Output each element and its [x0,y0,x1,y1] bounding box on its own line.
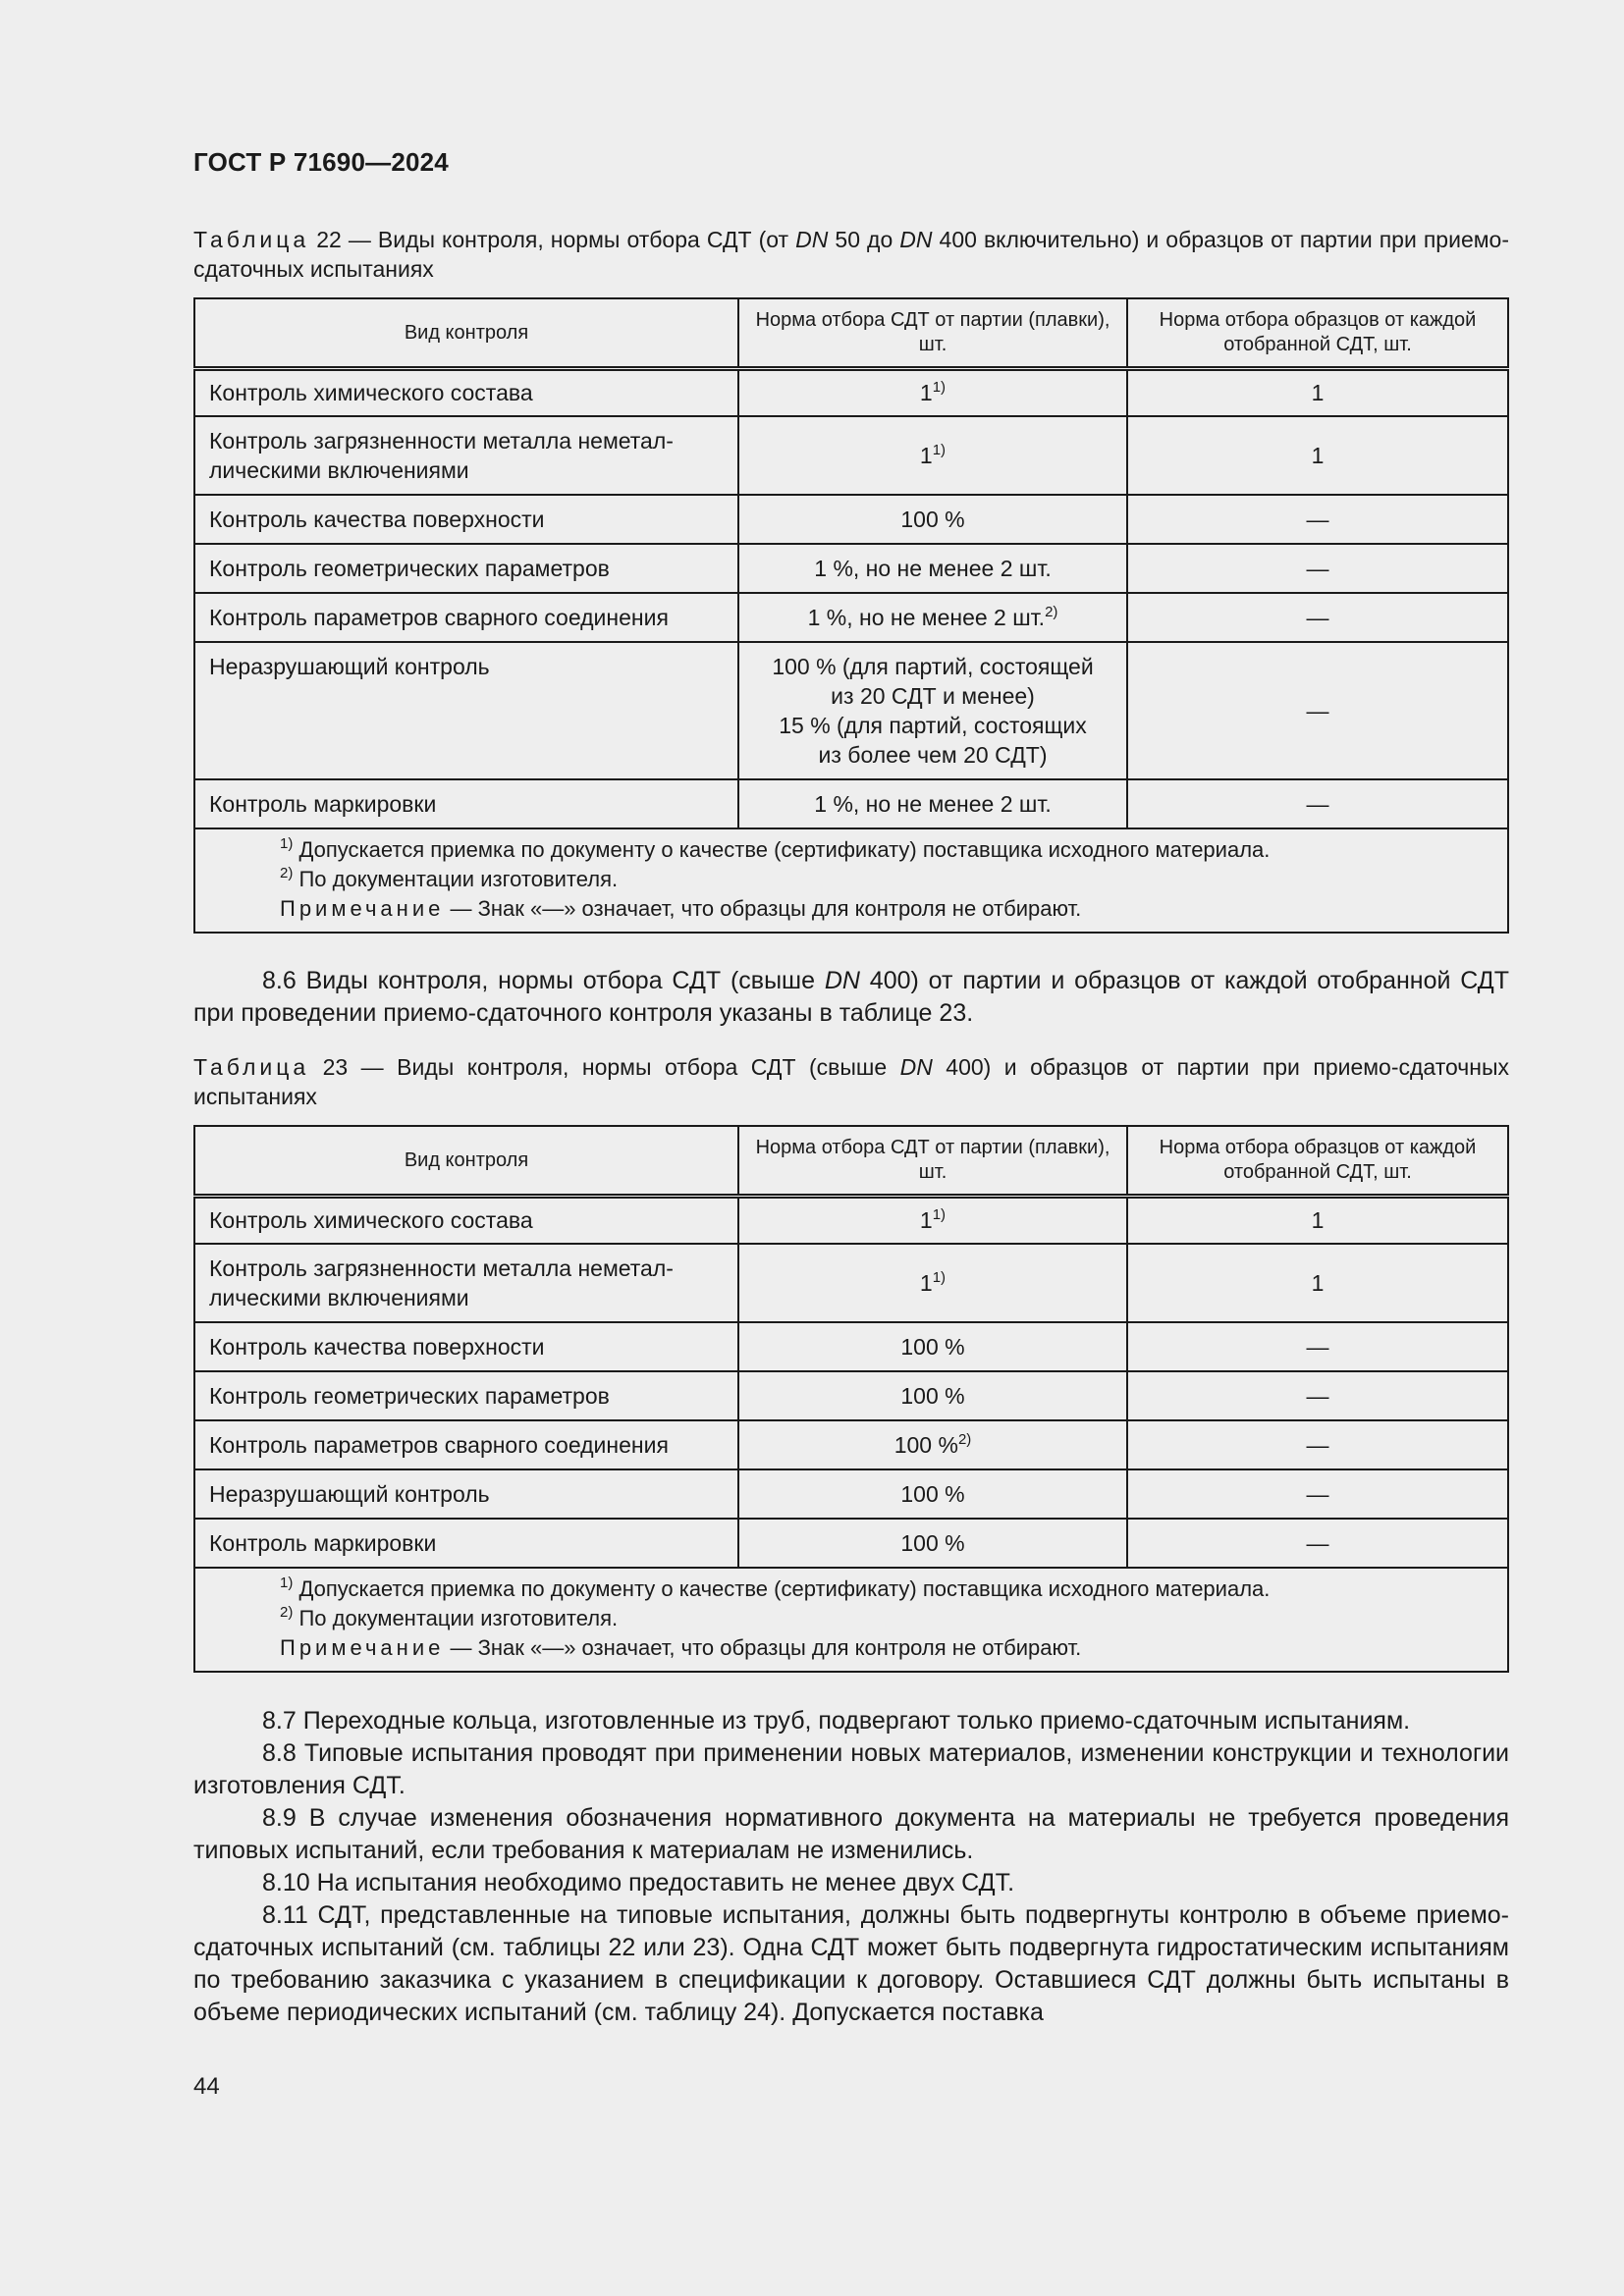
table-row [194,642,1508,779]
row-name: Контроль качества поверхности [194,495,738,544]
row-norm: 100 %$^{2)}$ [738,1420,1127,1469]
row-norm: 1 %, но не менее 2 шт. [738,779,1127,828]
footnote-1: $^{1)}$ Допускается приемка по документу о качестве (сертификату) поставщика исходного материала. [280,1574,1271,1601]
footnote-2: $^{2)}$ По документации изготовителя. [280,864,619,891]
row-name: Контроль загрязненности металла неметал- лическими включениями [194,1244,738,1322]
row-samples: — [1127,1420,1508,1469]
document-header: ГОСТ Р 71690—2024 [193,147,449,177]
row-norm: 100 % [738,1322,1127,1371]
caption-label: Таблица [193,1054,310,1080]
row-samples: — [1127,1519,1508,1568]
row-norm: 1 %, но не менее 2 шт. [738,544,1127,593]
column-header: Норма отбора образцов от каждой отобранной СДТ, шт. [1127,298,1508,369]
row-name: Контроль загрязненности металла неметал- лическими включениями [194,416,738,495]
row-norm: 100 % [738,1519,1127,1568]
table-header-row [194,298,1508,369]
table-footnotes [194,1568,1508,1672]
row-name: Контроль маркировки [194,1519,738,1568]
footnote-1: $^{1)}$ Допускается приемка по документу о качестве (сертификату) поставщика исходного материала. [280,834,1271,862]
row-name: Контроль качества поверхности [194,1322,738,1371]
table-row [194,1244,1508,1322]
table-note: Примечание — Знак «—» означает, что образцы для контроля не отбирают. [280,1634,1082,1660]
row-norm: 100 % [738,1469,1127,1519]
row-norm: 1$^{1)}$ [738,416,1127,495]
table-header-row [194,1126,1508,1197]
table-note: Примечание — Знак «—» означает, что образцы для контроля не отбирают. [280,895,1082,921]
row-name: Контроль параметров сварного соединения [194,1420,738,1469]
row-samples: 1 [1127,369,1508,416]
row-norm: 1$^{1)}$ [738,369,1127,416]
column-header: Норма отбора СДТ от партии (плавки), шт. [738,298,1127,369]
row-norm: 1$^{1)}$ [738,1197,1127,1244]
table-footnotes-row [194,1568,1508,1672]
row-name: Контроль химического состава [194,369,738,416]
row-name: Контроль химического состава [194,1197,738,1244]
caption-label: Таблица [193,227,310,252]
column-header: Вид контроля [194,298,738,369]
table-row [194,779,1508,828]
row-name: Контроль геометрических параметров [194,544,738,593]
column-header: Норма отбора образцов от каждой отобранной СДТ, шт. [1127,1126,1508,1197]
table-row [194,593,1508,642]
table-footnotes [194,828,1508,933]
paragraph-8-10: 8.10 На испытания необходимо предоставить не менее двух СДТ. [262,1869,1015,1896]
table-row [194,1519,1508,1568]
table-23-caption: Таблица 23 — Виды контроля, нормы отбора СДТ (свыше DN 400) и образцов от партии при приемо-сдаточных испытаниях [193,1054,1509,1109]
row-samples: — [1127,1322,1508,1371]
row-name: Неразрушающий контроль [194,642,738,779]
row-samples: — [1127,779,1508,828]
row-norm: 1$^{1)}$ [738,1244,1127,1322]
body-paragraphs [193,1705,1509,2029]
row-name: Неразрушающий контроль [194,1469,738,1519]
table-row [194,544,1508,593]
table-row [194,416,1508,495]
row-samples: — [1127,1469,1508,1519]
row-name: Контроль маркировки [194,779,738,828]
table-22 [193,297,1509,934]
table-row [194,1420,1508,1469]
row-samples: — [1127,1371,1508,1420]
row-samples: 1 [1127,1197,1508,1244]
column-header: Норма отбора СДТ от партии (плавки), шт. [738,1126,1127,1197]
page-number: 44 [193,2073,220,2100]
table-row [194,1469,1508,1519]
paragraph-8-11: 8.11 СДТ, представленные на типовые испытания, должны быть подвергнуты контролю в объеме приемо-сдаточных испытаний (см. таблицы 22 или 23). Одна СДТ может быть подвергнута гидростатическим испытаниям по требованию заказчика с указанием в спецификации к договору. Оставшиеся СДТ должны быть испытаны в объеме периодических испытаний (см. таблицу 24). Допускается поставка [193,1901,1509,2026]
table-row [194,1322,1508,1371]
row-name: Контроль геометрических параметров [194,1371,738,1420]
table-row [194,1197,1508,1244]
column-header: Вид контроля [194,1126,738,1197]
footnote-2: $^{2)}$ По документации изготовителя. [280,1603,619,1630]
row-samples: — [1127,495,1508,544]
paragraph-8-6: 8.6 Виды контроля, нормы отбора СДТ (свыше DN 400) от партии и образцов от каждой отобранной СДТ при проведении приемо-сдаточного контроля указаны в таблице 23. [193,967,1510,1027]
row-norm: 100 % (для партий, состоящей из 20 СДТ и менее) 15 % (для партий, состоящих из более чем 20 СДТ) [738,642,1127,779]
table-row [194,369,1508,416]
row-norm: 100 % [738,1371,1127,1420]
paragraph-8-9: 8.9 В случае изменения обозначения нормативного документа на материалы не требуется проведения типовых испытаний, если требования к материалам не изменились. [193,1804,1509,1864]
table-row [194,1371,1508,1420]
table-row [194,495,1508,544]
table-footnotes-row [194,828,1508,933]
row-samples: — [1127,593,1508,642]
row-samples: 1 [1127,1244,1508,1322]
table-22-caption: Таблица 22 — Виды контроля, нормы отбора СДТ (от DN 50 до DN 400 включительно) и образцов от партии при приемо-сдаточных испытаниях [193,227,1510,282]
row-samples: 1 [1127,416,1508,495]
row-name: Контроль параметров сварного соединения [194,593,738,642]
table-23 [193,1125,1509,1673]
paragraph-8-8: 8.8 Типовые испытания проводят при применении новых материалов, изменении конструкции и технологии изготовления СДТ. [193,1739,1509,1799]
row-samples: — [1127,544,1508,593]
row-samples: — [1127,642,1508,779]
paragraph-8-7: 8.7 Переходные кольца, изготовленные из труб, подвергают только приемо-сдаточным испытаниям. [262,1707,1411,1735]
row-norm: 1 %, но не менее 2 шт.$^{2)}$ [738,593,1127,642]
row-norm: 100 % [738,495,1127,544]
